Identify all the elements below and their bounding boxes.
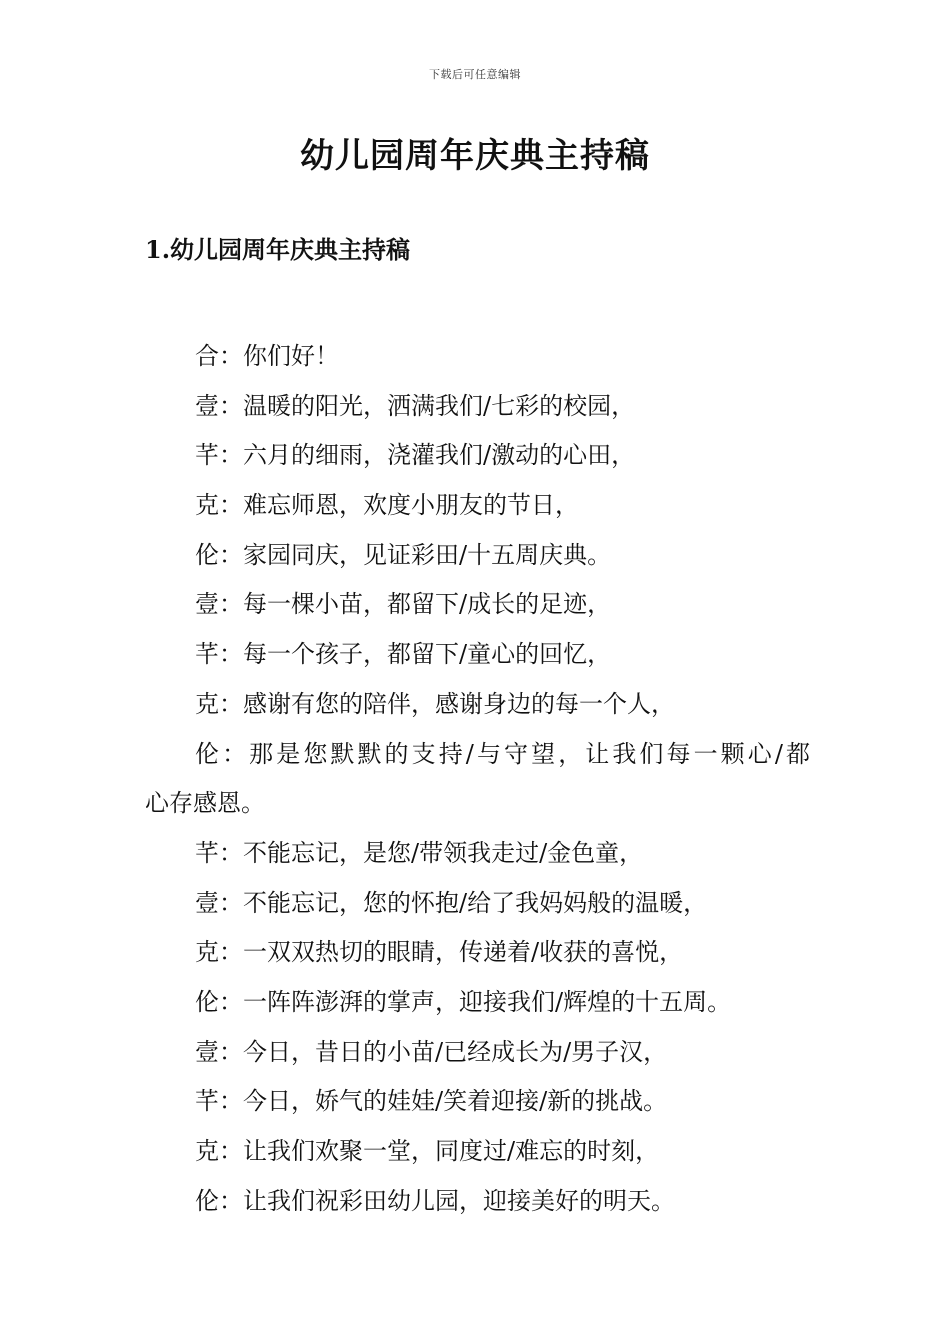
script-line: 克：难忘师恩，欢度小朋友的节日， — [195, 491, 579, 520]
script-lines — [145, 332, 810, 1226]
script-line: 芊：今日，娇气的娃娃/笑着迎接/新的挑战。 — [195, 1087, 668, 1116]
script-line: 壹：今日，昔日的小苗/已经成长为/男子汉， — [195, 1037, 668, 1066]
script-line: 伦：一阵阵澎湃的掌声，迎接我们/辉煌的十五周。 — [195, 987, 732, 1016]
script-line: 克：让我们欢聚一堂，同度过/难忘的时刻， — [195, 1137, 660, 1165]
script-line: 芊：六月的细雨，浇灌我们/激动的心田， — [195, 441, 636, 470]
script-line: 伦：那是您默默的支持/与守望，让我们每一颗心/都 — [195, 739, 810, 768]
section-heading: 1.幼儿园周年庆典主持稿 — [145, 235, 411, 264]
script-line: 壹：每一棵小苗，都留下/成长的足迹， — [195, 590, 612, 619]
script-line: 壹：温暖的阳光，洒满我们/七彩的校园， — [195, 391, 636, 420]
script-line: 芊：每一个孩子，都留下/童心的回忆， — [195, 640, 612, 669]
script-line: 伦：家园同庆，见证彩田/十五周庆典。 — [195, 540, 612, 569]
script-line: 克：感谢有您的陪伴，感谢身边的每一个人， — [195, 689, 675, 718]
script-line: 伦：让我们祝彩田幼儿园，迎接美好的明天。 — [195, 1186, 675, 1215]
page-header-note: 下载后可任意编辑 — [429, 68, 521, 81]
document-title: 幼儿园周年庆典主持稿 — [300, 136, 650, 176]
script-line: 壹：不能忘记，您的怀抱/给了我妈妈般的温暖， — [195, 888, 708, 917]
script-line: 克：一双双热切的眼睛，传递着/收获的喜悦， — [195, 938, 684, 967]
script-line: 合：你们好！ — [195, 342, 339, 370]
script-line: 心存感恩。 — [145, 789, 265, 818]
script-line: 芊：不能忘记，是您/带领我走过/金色童， — [195, 838, 644, 867]
